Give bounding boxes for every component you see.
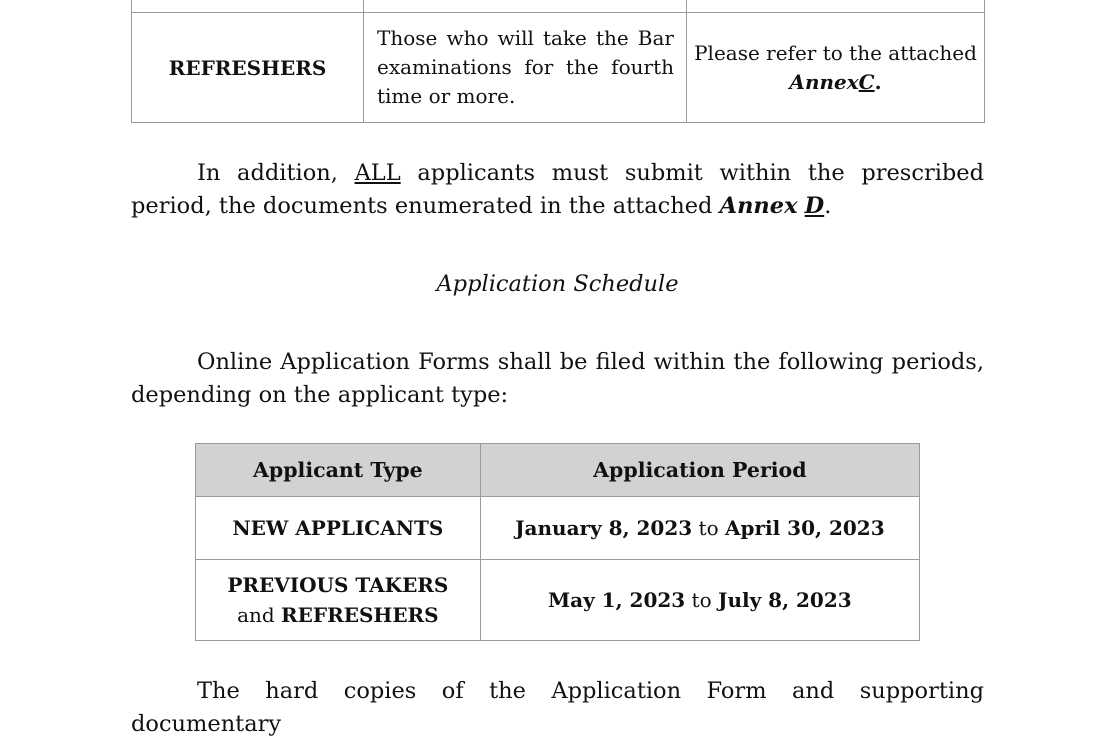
table-row [132,0,985,13]
para3-text: The hard copies of the Application Form and supporting documentary [131,678,984,737]
para1-end: . [824,193,832,219]
applicant-type-label-2: REFRESHERS [281,603,439,627]
table-row [196,497,920,560]
category-label: REFRESHERS [168,55,327,80]
para1-annex-letter: D [804,193,825,219]
period-connector: to [698,516,719,540]
applicant-category-table [131,0,985,123]
applicant-type-prefix: and [237,603,275,627]
table-header-row [196,444,920,497]
period-end: July 8, 2023 [717,588,852,612]
category-cell [132,13,364,123]
description-cell [364,13,687,123]
paragraph-online-forms [131,346,984,412]
applicant-type-label: PREVIOUS TAKERS [227,573,449,597]
paragraph-additional-documents [131,157,984,223]
period-start: January 8, 2023 [515,516,693,540]
section-heading: Application Schedule [436,271,679,297]
para1-emphasis: ALL [354,160,401,186]
applicant-type-cell [196,497,481,560]
para2-text: Online Application Forms shall be filed within the following periods, depending on the applicant type: [131,349,984,408]
period-end: April 30, 2023 [724,516,885,540]
applicant-type-cell [196,560,481,641]
para1-text-before: In addition, [197,160,338,186]
annex-word: Annex [789,69,859,94]
header-applicant-type: Applicant Type [196,444,481,497]
category-description: Those who will take the Bar examinations for the fourth time or more. [377,26,674,108]
requirement-cell [687,13,985,123]
requirement-text: Please refer to the attached [694,40,977,65]
para1-text-after: applicants must submit within the prescribed period, the documents enumerated in the attached [131,160,985,219]
table-row [196,560,920,641]
annex-letter: C [858,69,875,94]
paragraph-hard-copies [131,675,984,741]
table-row [132,13,985,123]
application-period-cell [480,560,919,641]
period-connector: to [691,588,712,612]
period-start: May 1, 2023 [548,588,686,612]
annex-period: . [874,69,882,94]
applicant-type-label: NEW APPLICANTS [232,516,444,540]
para1-annex-word: Annex [719,193,798,219]
header-application-period: Application Period [480,444,919,497]
application-schedule-table [195,443,920,641]
application-period-cell [480,497,919,560]
